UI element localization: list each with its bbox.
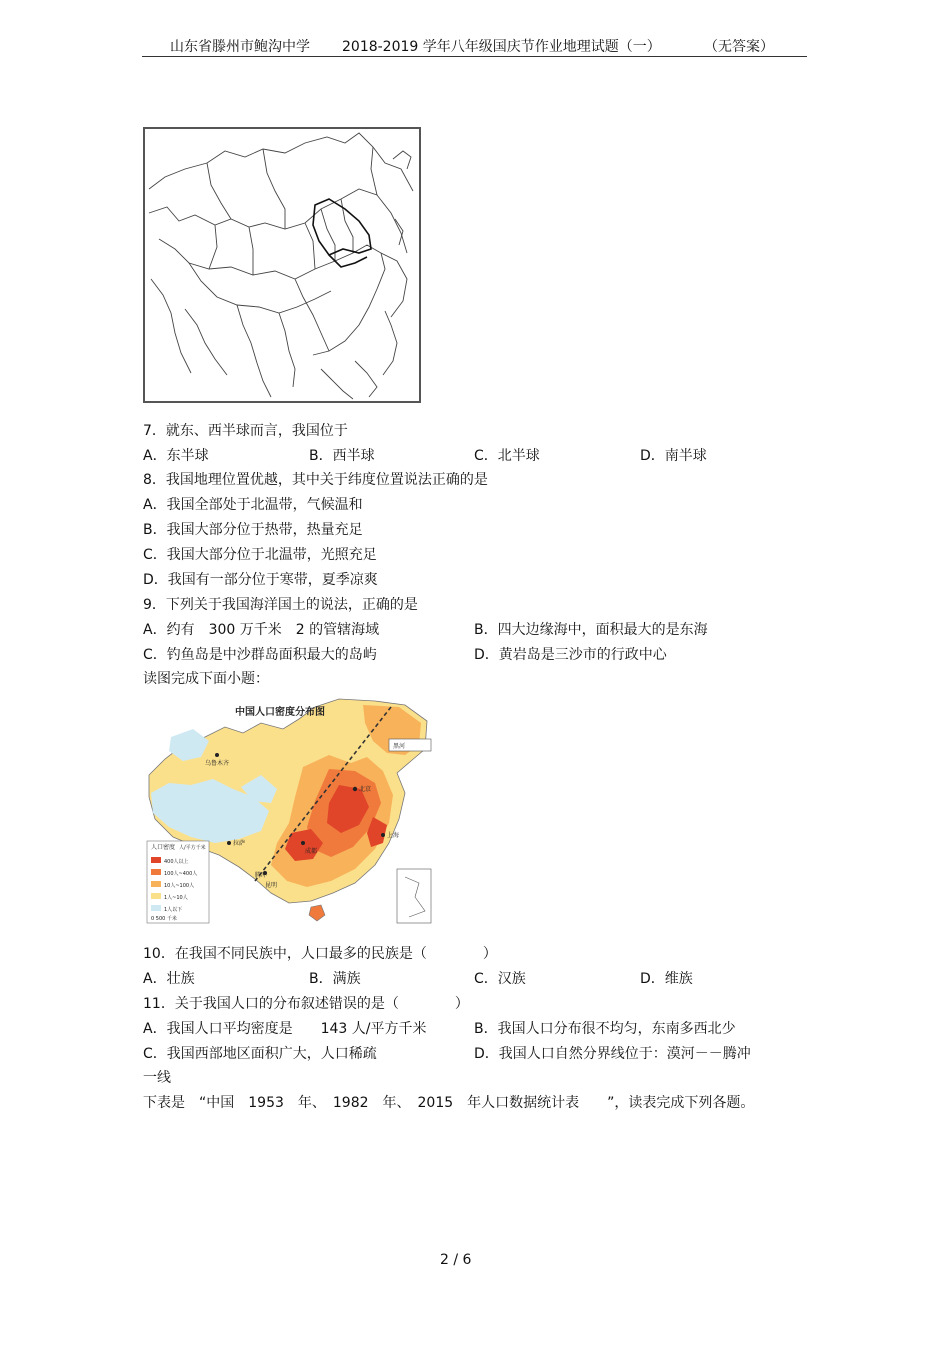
outline-map-drawing [145,129,419,401]
q11-option-d: D．我国人口自然分界线位于：漠河－－腾冲 [474,1046,751,1062]
intro-read-map: 读图完成下面小题： [143,671,269,687]
q11-option-b: B．我国人口分布很不均匀，东南多西北少 [474,1021,736,1037]
q7-option-d: D．南半球 [640,448,707,464]
legend-swatch-1 [151,857,161,863]
q9-stem: 9．下列关于我国海洋国土的说法，正确的是 [143,597,418,613]
q10-option-d: D．维族 [640,971,693,987]
china-outline-map [143,127,421,403]
city-chengdu: 成都 [305,848,318,855]
legend-title: 人口密度 [151,844,176,851]
legend-swatch-4 [151,893,161,899]
intro-table: 下表是 “中国 1953 年、 1982 年、 2015 年人口数据统计表 ”，读表完成下列各题。 [143,1095,755,1111]
q10-stem: 10．在我国不同民族中，人口最多的民族是（ ） [143,946,497,962]
legend-swatch-3 [151,881,161,887]
q8-option-c: C．我国大部分位于北温带，光照充足 [143,547,377,563]
header-school: 山东省滕州市鲍沟中学 [170,39,310,55]
city-heihe: 黑河 [393,743,406,750]
city-tengchong: 腾冲 [255,872,268,879]
q8-option-a: A．我国全部处于北温带，气候温和 [143,497,363,513]
q11-option-d-continued: 一线 [143,1070,171,1086]
city-shanghai: 上海 [387,832,400,839]
q9-option-c: C．钓鱼岛是中沙群岛面积最大的岛屿 [143,647,377,663]
legend-item-3: 10人~100人 [164,883,195,889]
page-number: 2 / 6 [440,1252,472,1268]
q7-option-a: A．东半球 [143,448,209,464]
q7-stem: 7．就东、西半球而言，我国位于 [143,423,348,439]
q7-option-c: C．北半球 [474,448,540,464]
q9-option-d: D．黄岩岛是三沙市的行政中心 [474,647,667,663]
map2-title: 中国人口密度分布图 [235,707,325,718]
header-note: （无答案） [704,39,774,55]
legend-item-5: 1人以下 [164,907,183,913]
legend-swatch-5 [151,905,161,911]
q8-stem: 8．我国地理位置优越，其中关于纬度位置说法正确的是 [143,472,488,488]
legend-unit: 人/平方千米 [179,845,206,851]
legend-item-1: 400人以上 [164,859,189,865]
density-map-drawing [143,697,435,932]
q7-option-b: B．西半球 [309,448,375,464]
city-kunming: 昆明 [265,882,278,889]
q10-option-c: C．汉族 [474,971,526,987]
city-urumqi: 乌鲁木齐 [205,760,230,767]
q11-option-a: A．我国人口平均密度是 143 人/平方千米 [143,1021,427,1037]
q8-option-b: B．我国大部分位于热带，热量充足 [143,522,363,538]
q11-stem: 11．关于我国人口的分布叙述错误的是（ ） [143,996,469,1012]
legend-item-4: 1人~10人 [164,895,188,901]
city-beijing: 北京 [359,786,372,793]
page-header [142,34,807,57]
q8-option-d: D．我国有一部分位于寒带，夏季凉爽 [143,572,378,588]
city-lhasa: 拉萨 [233,840,246,847]
legend-item-2: 100人~400人 [164,871,198,877]
q9-option-b: B．四大边缘海中，面积最大的是东海 [474,622,708,638]
population-density-map [143,697,435,932]
legend-swatch-2 [151,869,161,875]
q9-option-a: A．约有 300 万千米 2 的管辖海域 [143,622,380,638]
header-title: 2018-2019 学年八年级国庆节作业地理试题（一） [342,39,661,55]
q11-option-c: C．我国西部地区面积广大，人口稀疏 [143,1046,377,1062]
q10-option-a: A．壮族 [143,971,195,987]
map-scale: 0 500 千米 [151,916,177,922]
q10-option-b: B．满族 [309,971,361,987]
